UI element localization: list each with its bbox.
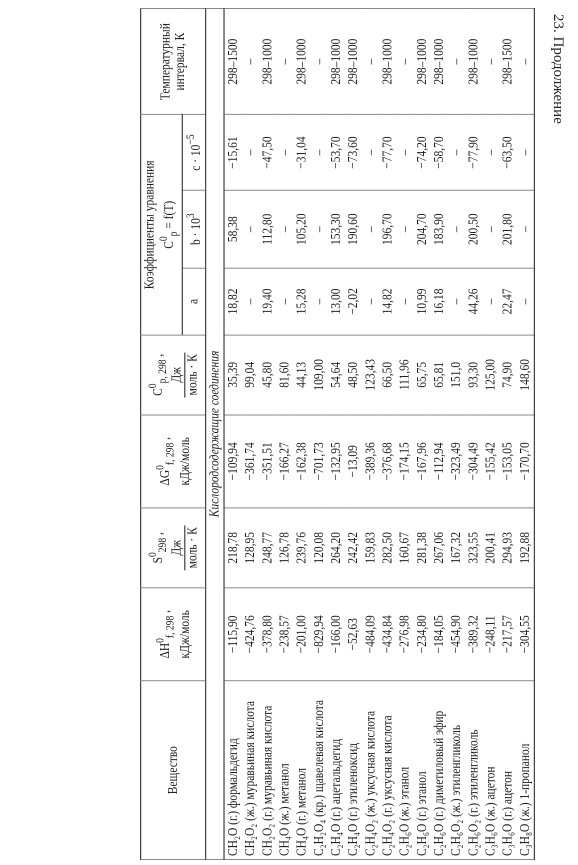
cell-Cp: 45,80 <box>259 335 276 415</box>
cell-dG: −166,27 <box>276 415 293 508</box>
table-row <box>362 8 379 859</box>
table-row <box>413 8 430 859</box>
cell-a: −2,02 <box>345 268 362 335</box>
cell-T: 298–1500 <box>499 8 516 114</box>
cell-b: 183,90 <box>431 190 448 268</box>
cell-c: −77,70 <box>379 115 396 191</box>
cell-dH: −248,11 <box>482 588 499 681</box>
cell-T: 298–1000 <box>345 8 362 114</box>
cell-b: 112,80 <box>259 190 276 268</box>
cell-name: C₂H₆O₂ (ж.) этиленгликоль <box>448 681 465 860</box>
cell-T: 298–1500 <box>224 8 242 114</box>
cell-b: – <box>242 190 259 268</box>
cell-S: 218,78 <box>224 508 242 588</box>
cell-dG: −304,49 <box>465 415 482 508</box>
cell-name: C₃H₆O (ж.) ацетон <box>482 681 499 860</box>
cell-S: 267,06 <box>431 508 448 588</box>
cell-dG: −170,70 <box>517 415 535 508</box>
cell-dG: −112,94 <box>431 415 448 508</box>
cell-dG: −109,94 <box>224 415 242 508</box>
cell-b: – <box>517 190 535 268</box>
cell-dG: −174,15 <box>396 415 413 508</box>
cell-Cp: 81,60 <box>276 335 293 415</box>
cell-dH: −434,84 <box>379 588 396 681</box>
cell-Cp: 65,81 <box>431 335 448 415</box>
cell-a: 22,47 <box>499 268 516 335</box>
cell-T: 298–1000 <box>413 8 430 114</box>
header-coefficients: Коэффициенты уравнения $C^0_p = f(T)$ <box>141 115 183 335</box>
cell-Cp: 66,50 <box>379 335 396 415</box>
cell-dG: −361,74 <box>242 415 259 508</box>
header-dh-symbol: ΔH <box>158 642 174 659</box>
cell-b: 201,80 <box>499 190 516 268</box>
cell-S: 264,20 <box>328 508 345 588</box>
header-dg: $\Delta G^0_{f, 298}$ , кДж/моль <box>141 415 206 508</box>
cell-a: 44,26 <box>465 268 482 335</box>
cell-T: – <box>362 8 379 114</box>
cell-name: C₂H₄O₂ (г.) уксусная кислота <box>379 681 396 860</box>
table-row <box>310 8 327 859</box>
cell-T: 298–1000 <box>379 8 396 114</box>
cell-name: C₂H₆O (г.) этанол <box>413 681 430 860</box>
header-coef-eq-rest: = f(T) <box>161 200 177 232</box>
cell-dH: −238,57 <box>276 588 293 681</box>
cell-dG: −701,73 <box>310 415 327 508</box>
cell-dH: −184,05 <box>431 588 448 681</box>
cell-dG: −162,38 <box>293 415 310 508</box>
cell-c: – <box>276 115 293 191</box>
header-dh-unit: кДж/моль <box>177 610 193 659</box>
cell-c: −63,50 <box>499 115 516 191</box>
cell-name: CH₂O₂ (г.) муравьиная кислота <box>259 681 276 860</box>
cell-name: C₂H₂O₄ (кр.) щавелевая кислота <box>310 681 327 860</box>
cell-dH: −52,63 <box>345 588 362 681</box>
cell-b: – <box>276 190 293 268</box>
cell-name: C₂H₄O₂ (ж.) уксусная кислота <box>362 681 379 860</box>
cell-dG: −389,36 <box>362 415 379 508</box>
cell-c: – <box>482 115 499 191</box>
header-c <box>182 115 205 191</box>
header-a: a <box>182 268 205 335</box>
cell-a: – <box>482 268 499 335</box>
header-cp-symbol: C <box>150 388 166 396</box>
cell-Cp: 123,43 <box>362 335 379 415</box>
cell-T: 298–1000 <box>465 8 482 114</box>
header-cp-num: Дж <box>169 352 185 397</box>
table-row <box>345 8 362 859</box>
cell-dH: −378,80 <box>259 588 276 681</box>
header-s: $S^0_{298}$ , Дж моль · К <box>141 508 206 588</box>
cell-S: 281,38 <box>413 508 430 588</box>
header-s-symbol: S <box>150 557 166 564</box>
cell-S: 323,55 <box>465 508 482 588</box>
cell-S: 159,83 <box>362 508 379 588</box>
header-b-text: b · 10 <box>189 218 204 245</box>
table-row <box>242 8 259 859</box>
cell-Cp: 48,50 <box>345 335 362 415</box>
cell-a: 16,18 <box>431 268 448 335</box>
cell-dH: −484,09 <box>362 588 379 681</box>
header-coef-title: Коэффициенты уравнения <box>142 160 158 290</box>
cell-name: C₂H₆O (г.) диметиловый эфир <box>431 681 448 860</box>
cell-a: – <box>276 268 293 335</box>
cell-S: 282,50 <box>379 508 396 588</box>
cell-b: – <box>362 190 379 268</box>
cell-dH: −166,00 <box>328 588 345 681</box>
cell-dG: −155,42 <box>482 415 499 508</box>
cell-S: 128,95 <box>242 508 259 588</box>
thermo-table <box>140 8 535 860</box>
table-row <box>465 8 482 859</box>
cell-c: – <box>362 115 379 191</box>
header-substance: Вещество <box>141 681 206 860</box>
cell-b: 196,70 <box>379 190 396 268</box>
header-dg-unit: кДж/моль <box>177 437 193 486</box>
cell-c: −47,50 <box>259 115 276 191</box>
header-dh: $\Delta H^0_{f, 298}$ , кДж/моль <box>141 588 206 681</box>
cell-dG: −132,95 <box>328 415 345 508</box>
cell-Cp: 111,96 <box>396 335 413 415</box>
table-row <box>482 8 499 859</box>
cell-S: 120,08 <box>310 508 327 588</box>
cell-S: 248,77 <box>259 508 276 588</box>
cell-b: – <box>448 190 465 268</box>
table-row <box>448 8 465 859</box>
cell-dH: −201,00 <box>293 588 310 681</box>
header-cp: $C^0_{p, 298}$ , Дж моль · К <box>141 335 206 415</box>
cell-c: −58,70 <box>431 115 448 191</box>
header-c-text: c · 10 <box>189 144 204 171</box>
cell-b: 105,20 <box>293 190 310 268</box>
header-temp: Температурный интервал, К <box>141 8 206 114</box>
header-dg-symbol: ΔG <box>158 469 174 486</box>
cell-dG: −351,51 <box>259 415 276 508</box>
cell-c: – <box>517 115 535 191</box>
cell-S: 200,41 <box>482 508 499 588</box>
cell-a: 18,82 <box>224 268 242 335</box>
cell-Cp: 148,60 <box>517 335 535 415</box>
cell-name: CH₄O (ж.) метанол <box>276 681 293 860</box>
cell-b: 58,38 <box>224 190 242 268</box>
header-s-den: моль · К <box>185 527 201 569</box>
cell-name: C₃H₈O (ж.) 1-пропанол <box>517 681 535 860</box>
cell-S: 167,32 <box>448 508 465 588</box>
cell-Cp: 44,13 <box>293 335 310 415</box>
cell-b: 204,70 <box>413 190 430 268</box>
cell-Cp: 35,39 <box>224 335 242 415</box>
table-row <box>276 8 293 859</box>
cell-dH: −234,80 <box>413 588 430 681</box>
cell-b: 200,50 <box>465 190 482 268</box>
cell-dG: −167,96 <box>413 415 430 508</box>
cell-dH: −304,55 <box>517 588 535 681</box>
cell-a: 13,00 <box>328 268 345 335</box>
header-b-exp: 3 <box>184 213 198 219</box>
cell-name: C₃H₆O (г.) ацетон <box>499 681 516 860</box>
cell-T: 298–1000 <box>431 8 448 114</box>
cell-dG: −13,09 <box>345 415 362 508</box>
cell-dH: −829,94 <box>310 588 327 681</box>
cell-a: 19,40 <box>259 268 276 335</box>
cell-name: CH₄O (г.) метанол <box>293 681 310 860</box>
cell-T: – <box>242 8 259 114</box>
cell-c: – <box>448 115 465 191</box>
header-coef-eq-sub: p <box>167 231 181 237</box>
cell-T: – <box>276 8 293 114</box>
cell-c: −15,61 <box>224 115 242 191</box>
cell-a: – <box>396 268 413 335</box>
cell-dH: −454,90 <box>448 588 465 681</box>
table-row <box>517 8 535 859</box>
table-row <box>396 8 413 859</box>
cell-T: – <box>482 8 499 114</box>
cell-c: −73,60 <box>345 115 362 191</box>
cell-dG: −323,49 <box>448 415 465 508</box>
cell-name: CH₂O₂ (ж.) муравьиная кислота <box>242 681 259 860</box>
cell-S: 242,42 <box>345 508 362 588</box>
cell-Cp: 125,00 <box>482 335 499 415</box>
table-caption-text: 23. Продолжение <box>550 14 566 124</box>
cell-c: – <box>310 115 327 191</box>
cell-dH: −276,98 <box>396 588 413 681</box>
header-s-sub: 298 <box>155 537 170 553</box>
header-b <box>182 190 205 268</box>
table-container <box>140 8 535 860</box>
cell-a: – <box>448 268 465 335</box>
cell-T: 298–1000 <box>328 8 345 114</box>
cell-S: 192,88 <box>517 508 535 588</box>
cell-b: – <box>482 190 499 268</box>
cell-dH: −115,90 <box>224 588 242 681</box>
table-row <box>259 8 276 859</box>
cell-b: 190,60 <box>345 190 362 268</box>
section-heading: Кислородсодержащие соединения <box>206 8 224 859</box>
header-coef-eq: C <box>161 241 177 249</box>
cell-T: – <box>517 8 535 114</box>
cell-dH: −389,32 <box>465 588 482 681</box>
cell-dG: −376,68 <box>379 415 396 508</box>
cell-name: C₂H₄O (г.) этиленоксид <box>345 681 362 860</box>
table-row <box>293 8 310 859</box>
cell-c: – <box>242 115 259 191</box>
cell-a: – <box>517 268 535 335</box>
cell-T: – <box>396 8 413 114</box>
cell-a: – <box>310 268 327 335</box>
cell-T: – <box>310 8 327 114</box>
cell-dG: −153,05 <box>499 415 516 508</box>
cell-Cp: 93,30 <box>465 335 482 415</box>
table-row <box>224 8 242 859</box>
cell-a: 14,82 <box>379 268 396 335</box>
header-cp-sub: p, 298 <box>155 359 170 384</box>
cell-c: −74,20 <box>413 115 430 191</box>
cell-b: 153,30 <box>328 190 345 268</box>
cell-T: 298–1000 <box>259 8 276 114</box>
header-dh-sub: f, 298 <box>163 615 178 639</box>
cell-Cp: 54,64 <box>328 335 345 415</box>
cell-b: – <box>396 190 413 268</box>
cell-c: – <box>396 115 413 191</box>
cell-b: – <box>310 190 327 268</box>
cell-name: C₂H₆O (ж.) этанол <box>396 681 413 860</box>
cell-T: – <box>448 8 465 114</box>
header-c-exp: −5 <box>184 134 198 145</box>
cell-a: – <box>242 268 259 335</box>
table-row <box>328 8 345 859</box>
cell-Cp: 99,04 <box>242 335 259 415</box>
cell-Cp: 109,00 <box>310 335 327 415</box>
table-row <box>499 8 516 859</box>
cell-S: 239,76 <box>293 508 310 588</box>
cell-a: 10,99 <box>413 268 430 335</box>
table-body <box>206 8 535 859</box>
cell-S: 160,67 <box>396 508 413 588</box>
cell-dH: −217,57 <box>499 588 516 681</box>
header-cp-den: моль · К <box>185 354 201 396</box>
cell-dH: −424,76 <box>242 588 259 681</box>
cell-Cp: 65,75 <box>413 335 430 415</box>
cell-c: −77,90 <box>465 115 482 191</box>
cell-S: 294,93 <box>499 508 516 588</box>
header-dg-sub: f, 298 <box>163 442 178 466</box>
cell-name: C₂H₆O₂ (г.) этиленгликоль <box>465 681 482 860</box>
cell-Cp: 74,90 <box>499 335 516 415</box>
cell-a: – <box>362 268 379 335</box>
header-s-num: Дж <box>169 525 185 570</box>
cell-a: 15,28 <box>293 268 310 335</box>
cell-c: −53,70 <box>328 115 345 191</box>
cell-name: C₂H₄O (г.) ацетальдегид <box>328 681 345 860</box>
cell-S: 126,78 <box>276 508 293 588</box>
table-caption <box>548 14 578 254</box>
cell-Cp: 151,0 <box>448 335 465 415</box>
cell-T: 298–1000 <box>293 8 310 114</box>
cell-name: CH₂O (г.) формальдегид <box>224 681 242 860</box>
table-row <box>379 8 396 859</box>
cell-c: −31,04 <box>293 115 310 191</box>
table-row <box>431 8 448 859</box>
